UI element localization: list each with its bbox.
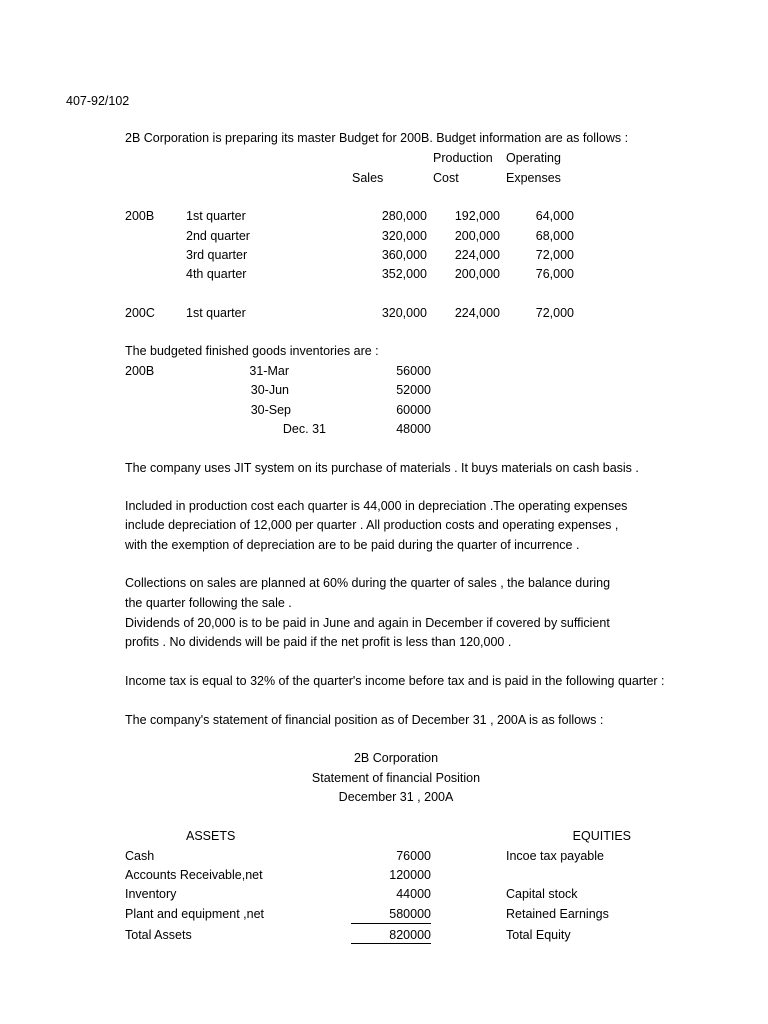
budget-production: 224,000 (454, 248, 500, 262)
inventory-value: 60000 (396, 403, 431, 417)
budget-operating: 76,000 (535, 267, 574, 281)
subtotal-rule (351, 923, 431, 924)
document-code: 407-92/102 (66, 94, 130, 108)
budget-operating: 64,000 (535, 209, 574, 223)
equity-label: Total Equity (506, 928, 571, 942)
inventory-value: 56000 (396, 364, 431, 378)
budget-operating: 68,000 (535, 229, 574, 243)
statement-company: 2B Corporation (353, 751, 439, 765)
asset-label: Accounts Receivable,net (125, 868, 263, 882)
equity-label: Retained Earnings (506, 907, 609, 921)
asset-label: Plant and equipment ,net (125, 907, 264, 921)
total-rule (351, 943, 431, 944)
asset-label: Inventory (125, 887, 177, 901)
dividends-line-2: profits . No dividends will be paid if the net profit is less than 120,000 . (125, 635, 512, 649)
depreciation-line-2: include depreciation of 12,000 per quarter . All production costs and operating expenses , (125, 518, 619, 532)
equities-header: EQUITIES (572, 829, 631, 843)
budget-production: 224,000 (454, 306, 500, 320)
budget-production: 200,000 (454, 267, 500, 281)
budget-production: 200,000 (454, 229, 500, 243)
asset-label: Total Assets (125, 928, 192, 942)
budget-operating: 72,000 (535, 248, 574, 262)
budget-operating: 72,000 (535, 306, 574, 320)
production-header-top: Production (433, 151, 493, 165)
dividends-line-1: Dividends of 20,000 is to be paid in June and again in December if covered by sufficient (125, 616, 610, 630)
inventories-heading: The budgeted finished goods inventories are : (125, 344, 379, 358)
budget-year: 200C (125, 306, 155, 320)
budget-quarter: 1st quarter (186, 209, 246, 223)
inventory-value: 48000 (396, 422, 431, 436)
budget-production: 192,000 (454, 209, 500, 223)
asset-value: 44000 (396, 887, 431, 901)
statement-title: Statement of financial Position (311, 771, 481, 785)
budget-sales: 360,000 (381, 248, 427, 262)
budget-quarter: 1st quarter (186, 306, 246, 320)
inventory-date: 30-Sep (250, 403, 291, 417)
budget-quarter: 4th quarter (186, 267, 247, 281)
depreciation-line-1: Included in production cost each quarter is 44,000 in depreciation .The operating expenses (125, 499, 628, 513)
depreciation-line-3: with the exemption of depreciation are to be paid during the quarter of incurrence . (125, 538, 580, 552)
intro-paragraph: 2B Corporation is preparing its master Budget for 200B. Budget information are as follows : (125, 131, 629, 145)
inventory-date: Dec. 31 (282, 422, 326, 436)
budget-sales: 280,000 (381, 209, 427, 223)
budget-sales: 320,000 (381, 306, 427, 320)
equity-label: Capital stock (506, 887, 578, 901)
asset-value: 76000 (396, 849, 431, 863)
statement-date: December 31 , 200A (338, 790, 454, 804)
budget-quarter: 3rd quarter (186, 248, 248, 262)
operating-header-top: Operating (506, 151, 561, 165)
inventory-value: 52000 (396, 383, 431, 397)
sales-header: Sales (352, 171, 384, 185)
budget-year: 200B (125, 209, 155, 223)
asset-value: 580000 (389, 907, 431, 921)
budget-quarter: 2nd quarter (186, 229, 250, 243)
asset-value: 120000 (389, 868, 431, 882)
production-header-bottom: Cost (433, 171, 459, 185)
operating-header-bottom: Expenses (506, 171, 561, 185)
inventory-date: 31-Mar (249, 364, 289, 378)
equity-label: Incoe tax payable (506, 849, 604, 863)
assets-header: ASSETS (186, 829, 236, 843)
collections-line-1: Collections on sales are planned at 60% during the quarter of sales , the balance during (125, 576, 611, 590)
jit-paragraph: The company uses JIT system on its purchase of materials . It buys materials on cash basis . (125, 461, 639, 475)
collections-line-2: the quarter following the sale . (125, 596, 292, 610)
inventories-year: 200B (125, 364, 155, 378)
budget-sales: 320,000 (381, 229, 427, 243)
income-tax-paragraph: Income tax is equal to 32% of the quarter's income before tax and is paid in the following quarter : (125, 674, 665, 688)
asset-value: 820000 (389, 928, 431, 942)
asset-label: Cash (125, 849, 155, 863)
inventory-date: 30-Jun (250, 383, 289, 397)
budget-sales: 352,000 (381, 267, 427, 281)
statement-intro: The company's statement of financial position as of December 31 , 200A is as follows : (125, 713, 604, 727)
